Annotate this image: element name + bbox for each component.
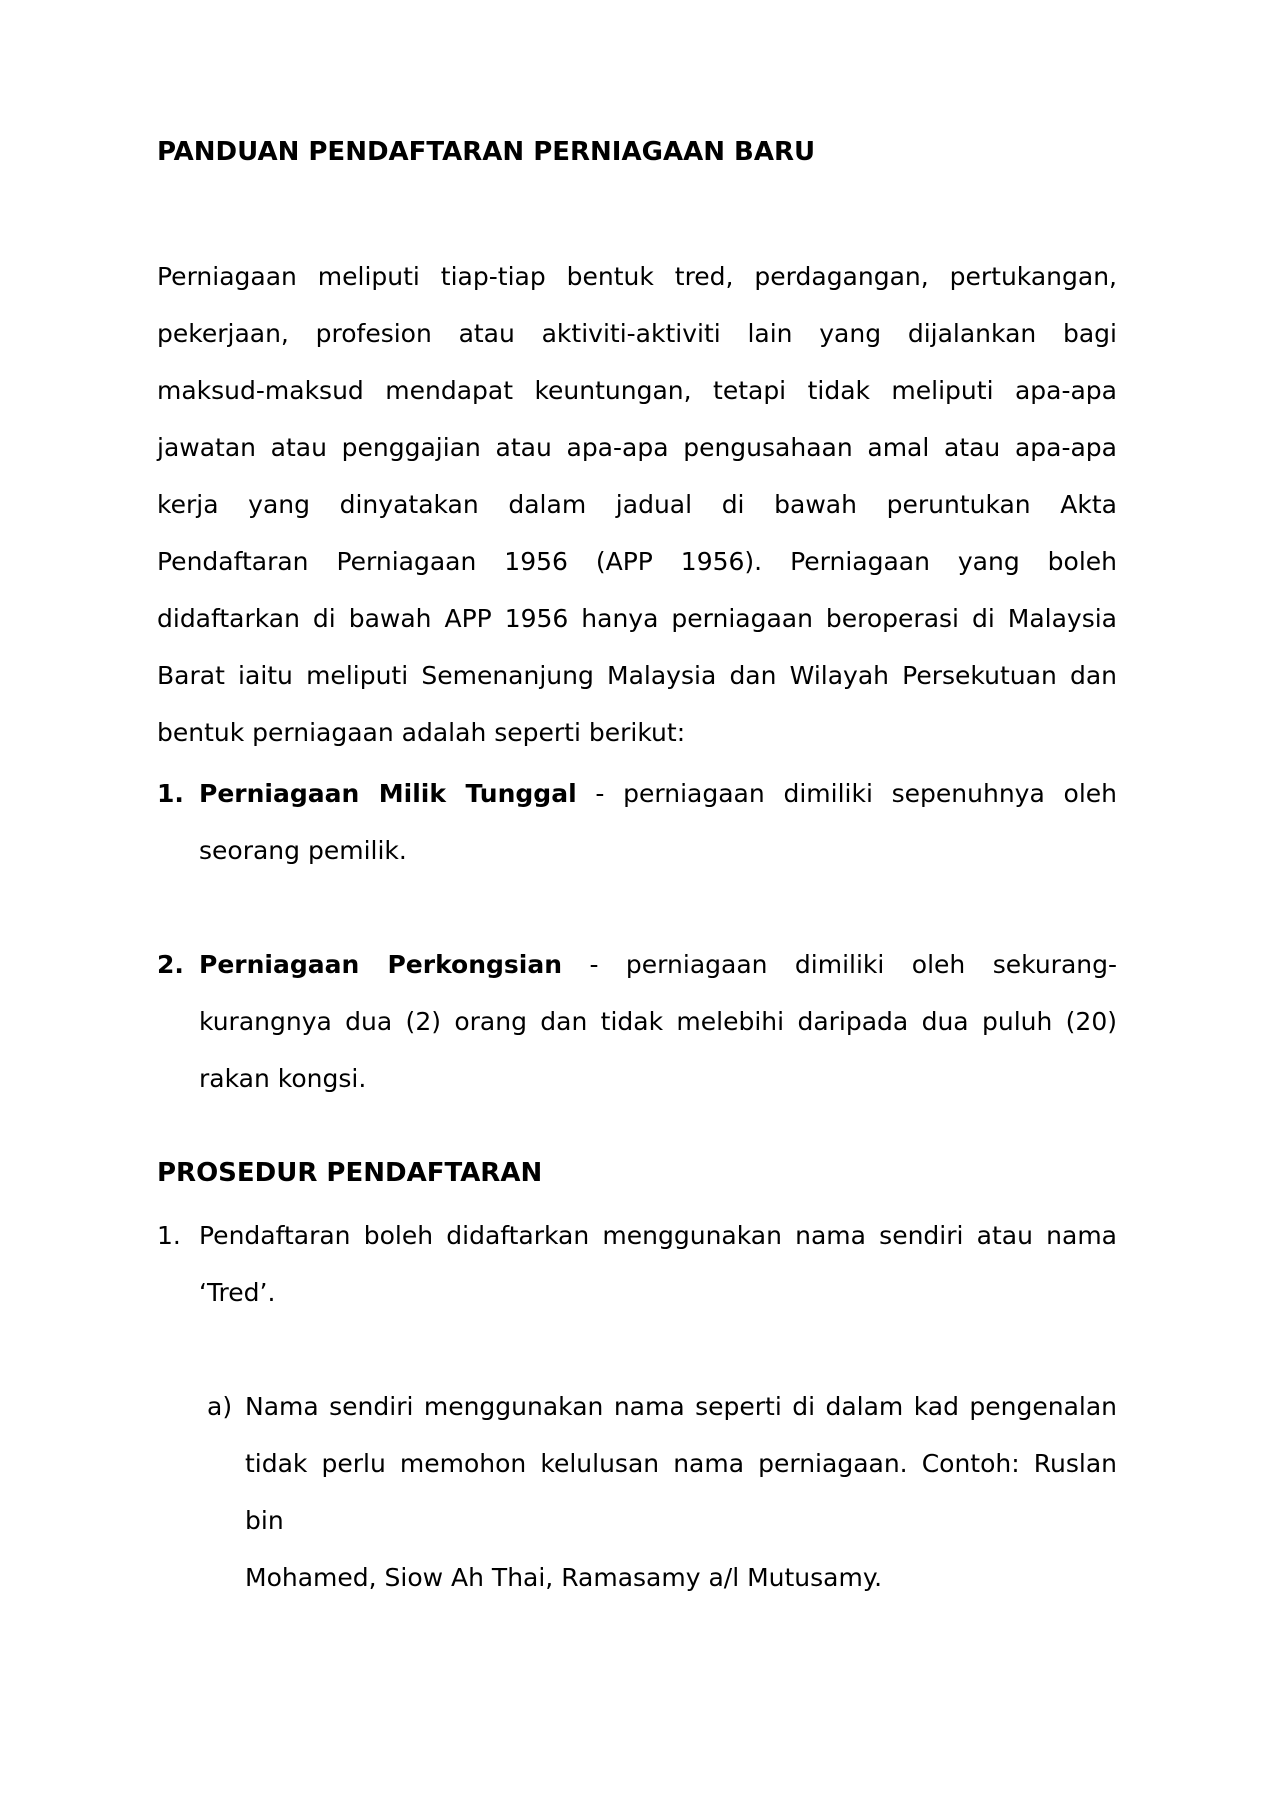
text-line: jawatan atau penggajian atau apa-apa pengusahaan amal atau apa-apa <box>157 433 1117 462</box>
text-line: bentuk perniagaan adalah seperti berikut: <box>157 718 686 747</box>
text-line: tidak perlu memohon kelulusan nama perniagaan. Contoh: Ruslan bin <box>245 1449 1117 1535</box>
text-line: kerja yang dinyatakan dalam jadual di bawah peruntukan Akta <box>157 490 1117 519</box>
document-title: PANDUAN PENDAFTARAN PERNIAGAAN BARU <box>157 137 816 167</box>
text-line: Mohamed, Siow Ah Thai, Ramasamy a/l Mutusamy. <box>245 1563 883 1592</box>
business-types-list <box>157 765 1117 1107</box>
business-type-description: - perniagaan dimiliki sepenuhnya oleh <box>576 779 1117 808</box>
text-line: ‘Tred’. <box>199 1278 276 1307</box>
business-type-term: Perniagaan Milik Tunggal <box>199 779 577 808</box>
text-line: Pendaftaran Perniagaan 1956 (APP 1956). Perniagaan yang boleh <box>157 547 1117 576</box>
procedure-sub-item-a <box>207 1378 1117 1606</box>
procedure-step-text <box>199 1207 1117 1321</box>
text-line: didaftarkan di bawah APP 1956 hanya perniagaan beroperasi di Malaysia <box>157 604 1117 633</box>
text-line: pekerjaan, profesion atau aktiviti-aktiviti lain yang dijalankan bagi <box>157 319 1117 348</box>
sub-item-text <box>245 1378 1117 1606</box>
business-type-item-1 <box>157 765 1117 879</box>
business-type-description: - perniagaan dimiliki oleh sekurang- <box>562 950 1118 979</box>
list-number: 2. <box>157 950 184 979</box>
list-number: 1. <box>157 779 184 808</box>
text-line: rakan kongsi. <box>199 1064 367 1093</box>
procedure-step-1 <box>157 1207 1117 1321</box>
text-line: Pendaftaran boleh didaftarkan menggunakan nama sendiri atau nama <box>199 1221 1117 1250</box>
business-type-term: Perniagaan Perkongsian <box>199 950 563 979</box>
text-line: Perniagaan meliputi tiap-tiap bentuk tred, perdagangan, pertukangan, <box>157 262 1117 291</box>
sub-list-letter: a) <box>207 1392 233 1421</box>
list-number: 1. <box>157 1221 181 1250</box>
list-item-first-line <box>199 936 1117 993</box>
list-item-continuation <box>199 993 1117 1107</box>
text-line: maksud-maksud mendapat keuntungan, tetapi tidak meliputi apa-apa <box>157 376 1117 405</box>
intro-paragraph <box>157 248 1117 761</box>
text-line: seorang pemilik. <box>199 836 407 865</box>
text-line: Barat iaitu meliputi Semenanjung Malaysia dan Wilayah Persekutuan dan <box>157 661 1117 690</box>
list-item-continuation <box>199 822 1117 879</box>
list-item-first-line <box>199 765 1117 822</box>
procedure-heading: PROSEDUR PENDAFTARAN <box>157 1158 543 1188</box>
business-type-item-2 <box>157 936 1117 1107</box>
text-line: kurangnya dua (2) orang dan tidak melebihi daripada dua puluh (20) <box>199 1007 1117 1036</box>
text-line: Nama sendiri menggunakan nama seperti di dalam kad pengenalan <box>245 1392 1117 1421</box>
